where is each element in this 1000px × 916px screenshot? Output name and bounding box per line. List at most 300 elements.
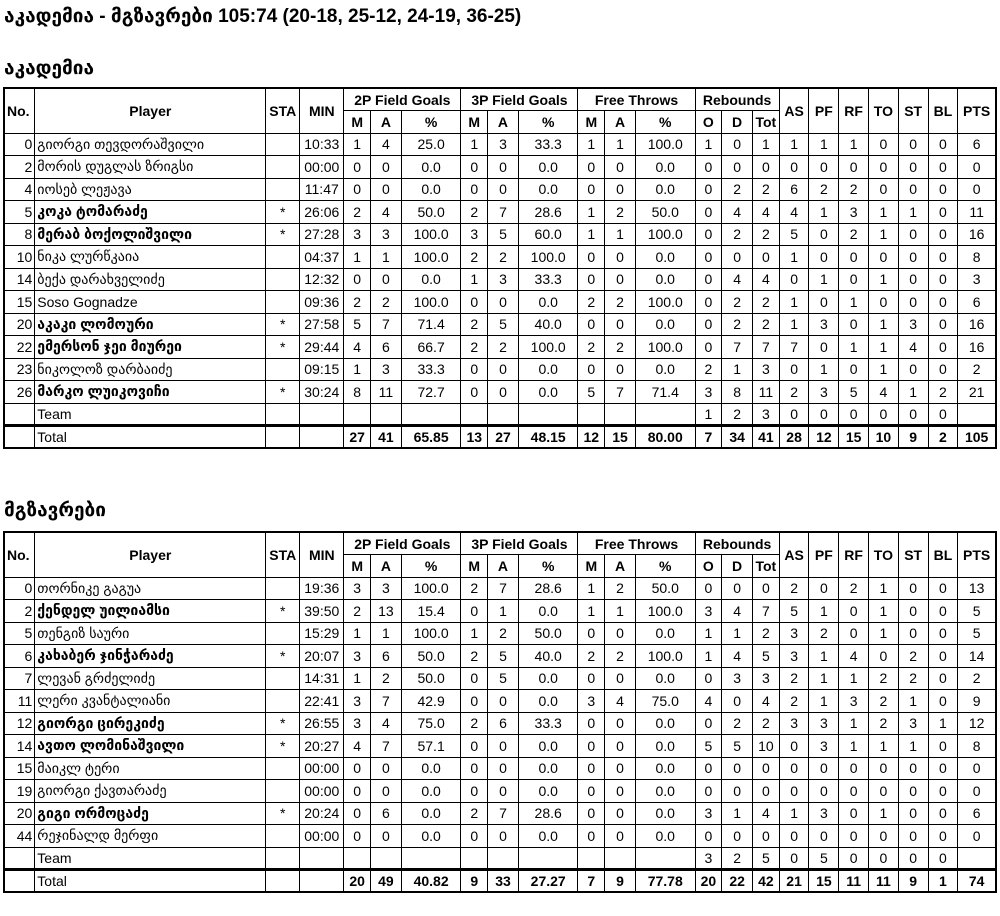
minutes: 00:00 [300, 780, 344, 803]
stat-st: 0 [898, 825, 928, 848]
team-name-away: მგზავრები [4, 500, 106, 521]
col-subheader-o: O [695, 111, 722, 134]
stat-bl: 2 [928, 381, 958, 404]
stat-p2a: 0 [371, 178, 402, 201]
stat-as: 2 [779, 381, 809, 404]
stat-ftp: 0.0 [635, 712, 695, 735]
col-header-3p-field-goals: 3P Field Goals [461, 532, 578, 555]
stat-p3m: 0 [461, 600, 488, 623]
team-stat-d: 2 [722, 403, 753, 426]
total-stat-p3p: 48.15 [518, 426, 578, 449]
stat-p3a: 0 [488, 381, 519, 404]
stat-p3p: 0.0 [518, 600, 578, 623]
stat-o: 0 [695, 201, 722, 224]
stat-bl: 0 [928, 336, 958, 359]
stat-d: 4 [722, 201, 753, 224]
col-header-sta: STA [266, 532, 300, 577]
stat-p2a: 3 [371, 223, 402, 246]
stat-o: 3 [695, 802, 722, 825]
stat-pf: 0 [809, 156, 839, 179]
player-name: ემერსონ ჯეი მიურეი [35, 336, 266, 359]
stat-p3a: 0 [488, 757, 519, 780]
stat-d: 1 [722, 802, 753, 825]
stat-tot: 2 [753, 178, 780, 201]
col-header-pts: PTS [958, 88, 996, 133]
stat-o: 3 [695, 381, 722, 404]
stat-rf: 3 [839, 690, 869, 713]
stat-p2p: 0.0 [401, 268, 461, 291]
col-header-2p-field-goals: 2P Field Goals [344, 88, 461, 111]
stat-bl: 0 [928, 825, 958, 848]
total-stat-tot: 41 [753, 426, 780, 449]
stat-fta: 0 [605, 156, 636, 179]
stat-as: 7 [779, 336, 809, 359]
stat-st: 0 [898, 268, 928, 291]
stat-ftm: 5 [578, 381, 605, 404]
stat-d: 4 [722, 268, 753, 291]
stat-o: 0 [695, 577, 722, 600]
stat-p3p: 40.0 [518, 645, 578, 668]
stat-as: 0 [779, 757, 809, 780]
stat-pf: 3 [809, 381, 839, 404]
minutes: 04:37 [300, 246, 344, 269]
empty-cell [300, 403, 344, 426]
starter-mark [266, 690, 300, 713]
stat-p3p: 33.3 [518, 268, 578, 291]
empty-cell [605, 403, 636, 426]
stat-p3a: 3 [488, 133, 519, 156]
col-header-min: MIN [300, 532, 344, 577]
col-subheader-o: O [695, 555, 722, 578]
col-header-to: TO [869, 88, 899, 133]
stat-p3m: 1 [461, 133, 488, 156]
col-header-player: Player [35, 88, 266, 133]
team-stat-pf: 0 [809, 403, 839, 426]
stat-p2a: 7 [371, 735, 402, 758]
empty-cell [401, 403, 461, 426]
empty-cell [371, 403, 402, 426]
total-row [4, 870, 996, 893]
minutes: 15:29 [300, 622, 344, 645]
stat-st: 1 [898, 735, 928, 758]
team-stat-o: 1 [695, 403, 722, 426]
stat-to: 2 [869, 712, 899, 735]
stat-p3m: 2 [461, 577, 488, 600]
stat-p3p: 33.3 [518, 712, 578, 735]
stat-fta: 0 [605, 825, 636, 848]
player-number: 0 [4, 133, 35, 156]
stat-p3m: 0 [461, 178, 488, 201]
player-row [4, 156, 996, 179]
stat-p3p: 50.0 [518, 622, 578, 645]
stat-bl: 0 [928, 268, 958, 291]
total-stat-fta: 15 [605, 426, 636, 449]
player-row [4, 757, 996, 780]
stat-ftp: 50.0 [635, 201, 695, 224]
stat-ftp: 71.4 [635, 381, 695, 404]
team-stat-st: 0 [898, 403, 928, 426]
col-subheader-m: M [344, 555, 371, 578]
stat-to: 1 [869, 313, 899, 336]
stat-rf: 5 [839, 381, 869, 404]
stat-pts: 16 [958, 313, 996, 336]
stat-tot: 0 [753, 780, 780, 803]
starter-mark [266, 667, 300, 690]
col-subheader-m: M [578, 555, 605, 578]
stat-pf: 2 [809, 622, 839, 645]
stat-p2p: 0.0 [401, 156, 461, 179]
stat-pf: 1 [809, 358, 839, 381]
total-stat-bl: 2 [928, 426, 958, 449]
stat-bl: 0 [928, 313, 958, 336]
col-subheader-a: A [605, 111, 636, 134]
stat-d: 2 [722, 178, 753, 201]
empty-cell [266, 403, 300, 426]
player-name: Soso Gognadze [35, 291, 266, 314]
col-header-rf: RF [839, 88, 869, 133]
stat-as: 3 [779, 712, 809, 735]
stat-p2a: 0 [371, 780, 402, 803]
stat-bl: 0 [928, 156, 958, 179]
stat-p3m: 2 [461, 336, 488, 359]
team-stat-tot: 5 [753, 847, 780, 870]
stat-rf: 2 [839, 178, 869, 201]
stat-ftp: 0.0 [635, 358, 695, 381]
stat-pts: 12 [958, 712, 996, 735]
stat-o: 0 [695, 780, 722, 803]
stat-tot: 11 [753, 381, 780, 404]
stat-bl: 0 [928, 178, 958, 201]
stat-ftp: 100.0 [635, 291, 695, 314]
total-stat-p3a: 27 [488, 426, 519, 449]
total-number [4, 870, 35, 893]
stat-to: 1 [869, 358, 899, 381]
stat-to: 1 [869, 336, 899, 359]
stat-p3a: 5 [488, 223, 519, 246]
stat-p3p: 0.0 [518, 291, 578, 314]
stat-d: 8 [722, 381, 753, 404]
stat-tot: 4 [753, 802, 780, 825]
stat-fta: 0 [605, 268, 636, 291]
starter-mark [266, 268, 300, 291]
empty-cell [266, 426, 300, 449]
stat-o: 0 [695, 825, 722, 848]
stat-p3p: 100.0 [518, 336, 578, 359]
minutes: 20:24 [300, 802, 344, 825]
stat-st: 0 [898, 780, 928, 803]
stat-fta: 2 [605, 645, 636, 668]
stat-to: 1 [869, 223, 899, 246]
stat-pf: 1 [809, 645, 839, 668]
stat-p2m: 3 [344, 223, 371, 246]
stat-d: 0 [722, 156, 753, 179]
minutes: 12:32 [300, 268, 344, 291]
stat-to: 0 [869, 178, 899, 201]
stat-to: 0 [869, 757, 899, 780]
col-subheader-m: M [461, 555, 488, 578]
stat-p2m: 1 [344, 358, 371, 381]
stat-pf: 0 [809, 577, 839, 600]
stat-ftm: 1 [578, 577, 605, 600]
player-name: ლერი კვანტალიანი [35, 690, 266, 713]
player-number: 19 [4, 780, 35, 803]
stat-p3p: 33.3 [518, 133, 578, 156]
col-subheader-m: M [461, 111, 488, 134]
stat-fta: 1 [605, 600, 636, 623]
col-subheader-a: A [605, 555, 636, 578]
stat-p2p: 42.9 [401, 690, 461, 713]
minutes: 00:00 [300, 825, 344, 848]
stat-bl: 0 [928, 735, 958, 758]
stat-ftp: 0.0 [635, 156, 695, 179]
stat-ftp: 0.0 [635, 268, 695, 291]
player-name: ბექა დარახველიძე [35, 268, 266, 291]
stat-d: 1 [722, 622, 753, 645]
player-number: 10 [4, 246, 35, 269]
minutes: 20:27 [300, 735, 344, 758]
stat-ftp: 0.0 [635, 757, 695, 780]
stat-pts: 11 [958, 201, 996, 224]
stat-p3m: 0 [461, 690, 488, 713]
empty-cell [300, 847, 344, 870]
stat-pts: 0 [958, 156, 996, 179]
total-stat-d: 34 [722, 426, 753, 449]
total-stat-pts: 105 [958, 426, 996, 449]
stat-bl: 0 [928, 757, 958, 780]
stat-as: 0 [779, 358, 809, 381]
stat-tot: 2 [753, 712, 780, 735]
stat-st: 1 [898, 690, 928, 713]
stat-fta: 0 [605, 780, 636, 803]
total-stat-p2a: 49 [371, 870, 402, 893]
stat-p3a: 0 [488, 178, 519, 201]
stat-ftm: 1 [578, 223, 605, 246]
stat-fta: 2 [605, 291, 636, 314]
stat-p3a: 0 [488, 358, 519, 381]
stat-p2p: 71.4 [401, 313, 461, 336]
stat-p3m: 2 [461, 712, 488, 735]
total-stat-as: 21 [779, 870, 809, 893]
player-number: 0 [4, 577, 35, 600]
stat-p2a: 6 [371, 645, 402, 668]
stat-as: 0 [779, 825, 809, 848]
empty-cell [344, 403, 371, 426]
starter-mark [266, 358, 300, 381]
stat-rf: 2 [839, 577, 869, 600]
stat-bl: 0 [928, 645, 958, 668]
stat-p3m: 2 [461, 313, 488, 336]
stat-pf: 0 [809, 223, 839, 246]
stat-p3a: 5 [488, 645, 519, 668]
stat-p3m: 1 [461, 268, 488, 291]
stat-p3m: 0 [461, 825, 488, 848]
stat-as: 0 [779, 735, 809, 758]
stat-rf: 0 [839, 156, 869, 179]
player-row [4, 381, 996, 404]
stat-bl: 1 [928, 712, 958, 735]
stat-p3a: 2 [488, 336, 519, 359]
total-stat-as: 28 [779, 426, 809, 449]
stat-tot: 0 [753, 246, 780, 269]
stat-rf: 0 [839, 622, 869, 645]
stat-pts: 14 [958, 645, 996, 668]
empty-cell [488, 847, 519, 870]
player-row [4, 133, 996, 156]
stat-p2m: 3 [344, 645, 371, 668]
stat-tot: 2 [753, 223, 780, 246]
player-name: მორის დუგლას ზრიგსი [35, 156, 266, 179]
stat-ftm: 0 [578, 156, 605, 179]
stat-p2p: 100.0 [401, 577, 461, 600]
stat-to: 2 [869, 690, 899, 713]
stat-pf: 0 [809, 825, 839, 848]
stat-d: 2 [722, 712, 753, 735]
player-row [4, 600, 996, 623]
stat-d: 1 [722, 358, 753, 381]
stat-bl: 0 [928, 667, 958, 690]
stat-p2a: 3 [371, 577, 402, 600]
total-stat-st: 9 [898, 426, 928, 449]
stat-d: 4 [722, 645, 753, 668]
col-header-player: Player [35, 532, 266, 577]
stat-fta: 2 [605, 201, 636, 224]
empty-cell [488, 403, 519, 426]
stat-to: 1 [869, 600, 899, 623]
total-stat-pf: 12 [809, 426, 839, 449]
stat-rf: 2 [839, 223, 869, 246]
stat-p3m: 0 [461, 358, 488, 381]
starter-mark: * [266, 735, 300, 758]
player-name: თორნიკე გაგუა [35, 577, 266, 600]
empty-cell [958, 403, 996, 426]
minutes: 14:31 [300, 667, 344, 690]
stat-p2m: 0 [344, 802, 371, 825]
starter-mark [266, 156, 300, 179]
stat-p2p: 0.0 [401, 802, 461, 825]
stat-p3a: 3 [488, 268, 519, 291]
stat-pts: 16 [958, 223, 996, 246]
box-score-table-home [3, 87, 997, 449]
player-number: 2 [4, 600, 35, 623]
empty-cell [635, 847, 695, 870]
stat-p3p: 0.0 [518, 156, 578, 179]
stat-ftm: 2 [578, 645, 605, 668]
minutes: 09:15 [300, 358, 344, 381]
stat-p2m: 0 [344, 178, 371, 201]
empty-cell [266, 870, 300, 893]
stat-rf: 1 [839, 735, 869, 758]
stat-o: 4 [695, 690, 722, 713]
stat-pf: 3 [809, 802, 839, 825]
col-subheader-percent: % [635, 111, 695, 134]
col-subheader-a: A [371, 555, 402, 578]
stat-rf: 4 [839, 645, 869, 668]
stat-ftp: 0.0 [635, 802, 695, 825]
col-subheader-a: A [488, 555, 519, 578]
stat-p2m: 3 [344, 690, 371, 713]
empty-cell [344, 847, 371, 870]
stat-to: 1 [869, 802, 899, 825]
stat-st: 4 [898, 336, 928, 359]
stat-ftp: 0.0 [635, 825, 695, 848]
stat-p3a: 0 [488, 156, 519, 179]
stat-o: 0 [695, 291, 722, 314]
col-subheader-d: D [722, 111, 753, 134]
stat-p2p: 100.0 [401, 246, 461, 269]
empty-cell [635, 403, 695, 426]
stat-pts: 0 [958, 825, 996, 848]
stat-bl: 0 [928, 133, 958, 156]
player-number: 44 [4, 825, 35, 848]
stat-p3a: 0 [488, 690, 519, 713]
stat-d: 5 [722, 735, 753, 758]
stat-rf: 1 [839, 336, 869, 359]
stat-ftm: 0 [578, 246, 605, 269]
player-number: 22 [4, 336, 35, 359]
stat-st: 0 [898, 178, 928, 201]
stat-p2p: 66.7 [401, 336, 461, 359]
stat-fta: 1 [605, 133, 636, 156]
stat-d: 3 [722, 667, 753, 690]
stat-d: 2 [722, 291, 753, 314]
stat-as: 0 [779, 156, 809, 179]
stat-p2a: 6 [371, 802, 402, 825]
stat-as: 3 [779, 622, 809, 645]
stat-p2p: 25.0 [401, 133, 461, 156]
stat-ftp: 0.0 [635, 178, 695, 201]
stat-to: 0 [869, 133, 899, 156]
starter-mark: * [266, 802, 300, 825]
stat-tot: 4 [753, 201, 780, 224]
stat-p3a: 0 [488, 735, 519, 758]
header-row [4, 532, 996, 555]
stat-fta: 0 [605, 735, 636, 758]
minutes: 26:06 [300, 201, 344, 224]
stat-p3a: 7 [488, 577, 519, 600]
stat-o: 2 [695, 358, 722, 381]
col-header-as: AS [779, 88, 809, 133]
stat-as: 2 [779, 577, 809, 600]
team-stat-bl: 0 [928, 847, 958, 870]
stat-as: 0 [779, 780, 809, 803]
stat-o: 3 [695, 600, 722, 623]
stat-pf: 1 [809, 201, 839, 224]
stat-tot: 0 [753, 825, 780, 848]
stat-p2m: 0 [344, 268, 371, 291]
stat-as: 3 [779, 645, 809, 668]
player-number: 8 [4, 223, 35, 246]
player-row [4, 201, 996, 224]
team-stat-as: 0 [779, 847, 809, 870]
team-number [4, 847, 35, 870]
stat-st: 2 [898, 645, 928, 668]
player-row [4, 802, 996, 825]
stat-p2m: 0 [344, 757, 371, 780]
team-stat-o: 3 [695, 847, 722, 870]
stat-st: 3 [898, 313, 928, 336]
col-subheader-d: D [722, 555, 753, 578]
stat-to: 1 [869, 201, 899, 224]
stat-bl: 0 [928, 577, 958, 600]
col-header-pts: PTS [958, 532, 996, 577]
stat-p2m: 1 [344, 667, 371, 690]
player-name: მერაბ ბოქოლიშვილი [35, 223, 266, 246]
stat-pts: 8 [958, 246, 996, 269]
stat-p2a: 4 [371, 201, 402, 224]
stat-p2m: 0 [344, 825, 371, 848]
game-title: აკადემია - მგზავრები 105:74 (20-18, 25-12, 24-19, 36-25) [4, 6, 522, 27]
stat-p2a: 0 [371, 757, 402, 780]
